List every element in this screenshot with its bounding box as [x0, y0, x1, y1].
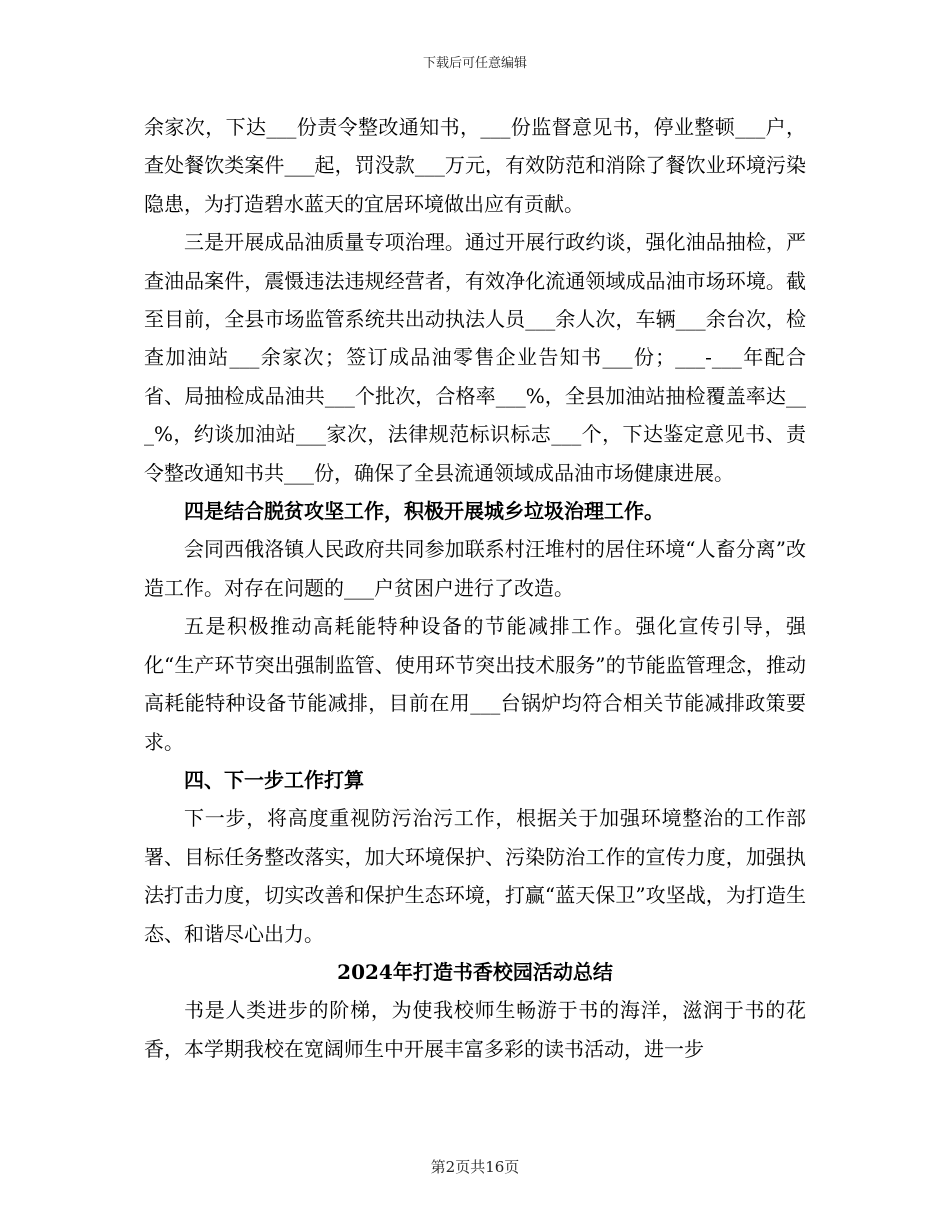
section-heading-next-steps: 四、下一步工作打算	[184, 767, 364, 792]
paragraph-reading-intro: 书是人类进步的阶梯，为使我校师生畅游于书的海洋，滋润于书的花香，本学期我校在宽阔师生中开展丰富多彩的读书活动，进一步	[144, 998, 806, 1061]
paragraph-oil-quality: 三是开展成品油质量专项治理。通过开展行政约谈，强化油品抽检，严查油品案件，震慑违法违规经营者，有效净化流通领域成品油市场环境。截至目前，全县市场监管系统共出动执法人员___余人次，车辆___余台次，检查加油站___余家次；签订成品油零售企业告知书___份；___-___年配合省、局抽检成品油共___个批次，合格率___%，全县加油站抽检覆盖率达___%，约谈加油站___家次，法律规范标识标志___个，下达鉴定意见书、责令整改通知书共___份，确保了全县流通领域成品油市场健康进展。	[144, 230, 806, 485]
paragraph-next-steps: 下一步，将高度重视防污治污工作，根据关于加强环境整治的工作部署、目标任务整改落实，加大环境保护、污染防治工作的宣传力度，加强执法打击力度，切实改善和保护生态环境，打赢“蓝天保卫”攻坚战，为打造生态、和谐尽心出力。	[144, 806, 806, 946]
paragraph-continuation: 余家次，下达___份责令整改通知书，___份监督意见书，停业整顿___户，查处餐饮类案件___起，罚没款___万元，有效防范和消除了餐饮业环境污染隐患，为打造碧水蓝天的宜居环境做出应有贡献。	[144, 115, 806, 216]
page-footer: 第2页共16页	[430, 1158, 520, 1176]
document-body	[144, 108, 806, 1068]
page-header: 下载后可任意编辑	[422, 56, 527, 71]
section-heading-poverty-garbage: 四是结合脱贫攻坚工作，积极开展城乡垃圾治理工作。	[184, 499, 664, 524]
paragraph-energy-saving: 五是积极推动高耗能特种设备的节能减排工作。强化宣传引导，强化“生产环节突出强制监管、使用环节突出技术服务”的节能监管理念，推动高耗能特种设备节能减排，目前在用___台锅炉均符合相关节能减排政策要求。	[144, 614, 806, 754]
document-title-reading-campus: 2024年打造书香校园活动总结	[337, 959, 613, 984]
paragraph-village-renovation: 会同西俄洛镇人民政府共同参加联系村汪堆村的居住环境“人畜分离”改造工作。对存在问题的___户贫困户进行了改造。	[144, 537, 806, 600]
